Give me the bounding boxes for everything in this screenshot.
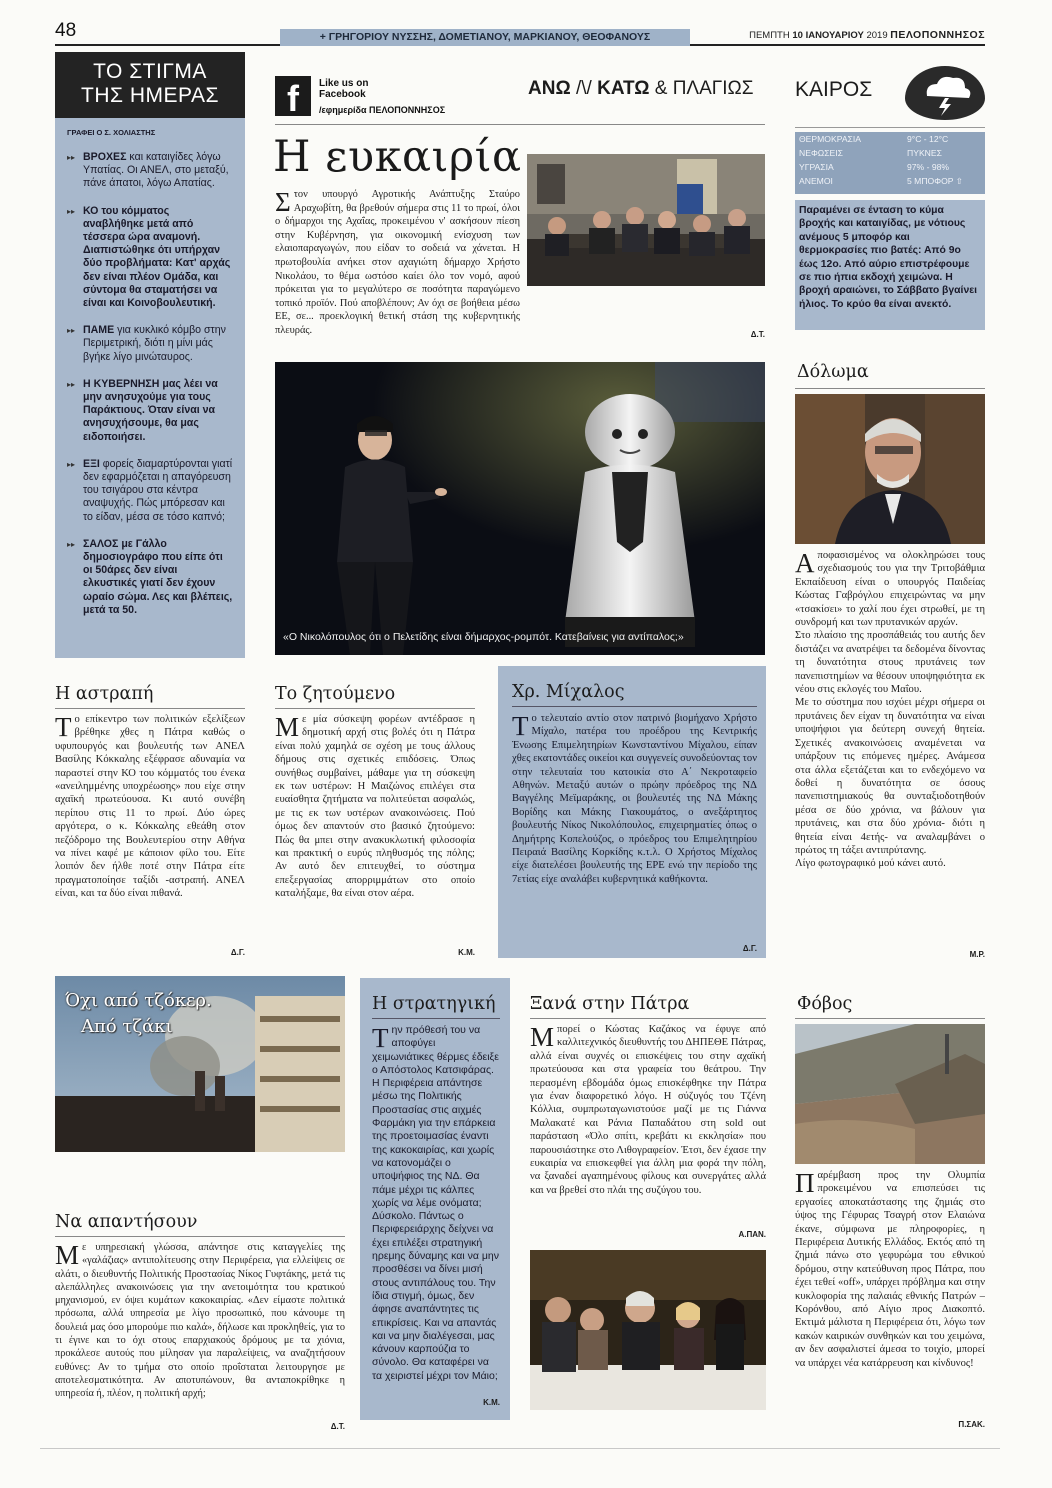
xana-text: Μπορεί ο Κώστας Καζάκος να έφυγε από καλλιτεχνικός διευθυντής του ΔΗΠΕΘΕ Πάτρας, αλλά είναι συχνές οι επισκέψεις του στην αχαϊκή πρωτεύουσα και στα γραφεία του θεάτρου. Την περασμένη εβδομάδα όμως επισκέφθηκε την Πάτρα για έναν διαφορετικό λόγο. Η σύζυγός του Τζένη Κόλλια, συμπρωταγωνιστούσε μαζί με τις Γιάννα Μαλακατέ και Ράνια Παπαδάτου στη sold out παράσταση «Όλο σπίτι, κρεβάτι κι εκκλησία» που παρουσιάστηκε στο Λιθογραφείον. Έτσι, δεν έχασε την ευκαιρία να επισκεφθεί για άλλη μια φορά την πόλη, να ξαναδεί αγαπημένους φίλους και συνεργάτες αλλά και να βρεθεί στο πλάι της συζύγου του.	[530, 1023, 766, 1196]
michalos-title: Χρ. Μίχαλος	[512, 682, 625, 702]
page-header	[55, 20, 985, 46]
robot-image	[275, 362, 765, 655]
theater-group-photo	[530, 1250, 766, 1410]
zitoumeno-text: Με μία σύσκεψη φορέων αντέδρασε η δημοτική αρχή στις βολές ότι η Πάτρα είναι πολύ χαμηλά σε σχέση με τους άλλους δήμους στις σχετικές επιδόσεις. Όπως συνήθως συμβαίνει, μάθαμε για τη σύσκεψη εκ των υστέρων: Η Μαιζώνος επιλέγει στα ευαίσθητα ζητήματα να πολιτεύεται ασφαλώς, με τις εκ των υστέρων ανακοινώσεις. Πού όμως δεν απαντούν στο βασικό ζητούμενο: Πώς θα μπει στην ανακυκλωτική φιλοσοφία και πρακτική ο ευρύς πληθυσμός της πόλης; Αν αυτό δεν επιτευχθεί, το σύστημα επεξεργασίας απορριμμάτων στο οποίο καταλήξαμε, θα είναι στον αέρα.	[275, 713, 475, 900]
bridge-image	[795, 1024, 985, 1164]
michalos-rule	[512, 706, 757, 707]
na-apantisoun-signature: Δ.Τ.	[330, 1422, 345, 1431]
storm-cloud-icon	[905, 66, 985, 120]
xana-title: Ξανά στην Πάτρα	[530, 994, 690, 1014]
michalos-box	[498, 666, 766, 958]
stigma-list	[67, 151, 233, 617]
weather-row-value: ΠΥΚΝΕΣ	[907, 148, 942, 158]
eukairia-title: Η ευκαιρία	[273, 132, 522, 182]
astrapi-signature: Δ.Γ.	[230, 948, 245, 957]
weather-row-value: 97% - 98%	[907, 162, 950, 172]
stigma-column	[55, 52, 245, 657]
facebook-icon: f	[275, 76, 311, 116]
arrows-icon: /\/	[575, 78, 592, 99]
stratigiki-text: Την πρόθεσή του να αποφύγει χειμωνιάτικες θέρμες έδειξε ο Απόστολος Κατσιφάρας. Η Περιφέρεια απάντησε μέσω της Πολιτικής Προστασίας στις αιχμές Φαρμάκη για την επάρκεια της προετοιμασίας έναντι της κακοκαιρίας, και χωρίς να κατονομάζει ο υποψήφιος της ΝΔ. Θα πάμε μέχρι τις κάλπες χωρίς να λέμε ονόματα; Δύσκολο. Πάντως ο Περιφερειάρχης δείχνει να έχει επιλέξει στρατηγική ηρεμης δύναμης και να μην προσθέσει να δίνει μισή στους αντιπάλους του. Την ίδια στιγμή, όμως, δεν άφησε αναπάντητες τις επικρίσεις. Και να απαντάς και να μην διαλέγεσαι, μας κάνουν καρπούζια το σύνολο. Θα καταφέρει να τα χειριστεί μέχρι τον Μάιο;	[372, 1024, 499, 1382]
fovos-text: Παρέμβαση προς την Ολυμπία προκειμένου να επισπεύσει τις εργασίες αποκατάστασης της ζημιάς στο ύψος της Γέφυρας Τσαγρή στον Ελαιώνα έκανε, σύμφωνα με πληροφορίες, η Περιφέρεια Δυτικής Ελλάδος. Εκτός από τη ζημιά πάνω στο γεφυρώμα του εθνικού δρόμου, στην κατεύθυνση προς Πάτρα, που έχει τεθεί «off», υπάρχει πρόβλημα και στην κυκλοφορία της παλαιάς εθνικής Πατρών – Κορόνθου, από Αίγιο προς Διακοπτό. Εκτιμά μάλιστα η Περιφέρεια ότι, λόγω των κακών καιρικών συνθηκών και του χειμώνα, αν δεν ασφαλιστεί άμεσα το τοιχίο, μπορεί να υπάρχει νέα κατάρρευση και κίνδυνος!	[795, 1169, 985, 1369]
zitoumeno-rule	[275, 708, 475, 709]
stigma-item: ▸▸ ΕΞΙ φορείς διαμαρτύρονται γιατί δεν εφαρμόζεται η απαγόρευση του τσιγάρου στα κέντρα αναψυχής. Πώς μπόρεσαν και το είδαν, μέσα σε τόσο καπνό;	[67, 458, 233, 524]
weather-row-value: 9°C - 12°C	[907, 134, 949, 144]
weather-row-value: 5 ΜΠΟΦΟΡ ⇧	[907, 176, 963, 186]
kato-label: ΚΑΤΩ	[597, 78, 650, 99]
section-divider	[275, 124, 765, 125]
fovos-rule	[795, 1018, 985, 1019]
stigma-item: ▸▸ ΒΡΟΧΕΣ και καταιγίδες λόγω Υπατίας. Οι ΑΝΕΛ, στο μεταξύ, πάνε άπατοι, λόγω Απατίας.	[67, 151, 233, 191]
weather-row-label: ΘΕΡΜΟΚΡΑΣΙΑ	[799, 134, 861, 144]
facebook-label: Facebook	[319, 89, 366, 100]
xana-signature: Α.ΠΑΝ.	[738, 1230, 766, 1239]
fovos-title: Φόβος	[797, 994, 853, 1014]
doloma-text-4: Λίγο φωτογραφικό μού κάνει αυτό.	[795, 858, 946, 870]
doloma-title-rule	[795, 388, 985, 389]
date-year: 2019	[866, 30, 888, 41]
eukairia-signature: Δ.Τ.	[750, 330, 765, 339]
robot-caption: «Ο Νικολόπουλος ότι ο Πελετίδης είναι δήμαρχος-ρομπότ. Κατεβαίνεις για αντίπαλος;»	[283, 631, 684, 643]
facebook-promo[interactable]	[275, 74, 475, 120]
weather-row-label: ΑΝΕΜΟΙ	[799, 176, 833, 186]
doloma-text: Αποφασισμένος να ολοκληρώσει τους σχεδιασμούς του για την Τριτοβάθμια Εκπαίδευση είναι ο υπουργός Παιδείας Κώστας Γαβρόγλου επιχειρώντας να μην «τσακίσει» το χαλί που έχει στρωθεί, με τη συνδρομή και των πρυτανικών αρχών.	[795, 548, 985, 629]
weather-row-label: ΝΕΦΩΣΕΙΣ	[799, 148, 843, 158]
facebook-page: /εφημερίδα ΠΕΛΟΠΟΝΝΗΣΟΣ	[319, 105, 446, 115]
weather-box	[795, 66, 985, 346]
tzakia-overlay-1: Όχι από τζόκερ.	[65, 990, 212, 1011]
stigma-item: ▸▸ ΚΟ του κόμματος αναβλήθηκε μετά από τέσσερα ώρα αναμονή. Διαπιστώθηκε ότι υπήρχαν δύο προβλήματα: Κατ' αρχάς δεν είναι πλέον Ομάδα, και σύντομα θα σταματήσει να είναι και Κοινοβουλευτική.	[67, 205, 233, 311]
weather-title: ΚΑΙΡΟΣ	[795, 78, 873, 101]
date-bold: 10 ΙΑΝΟΥΑΡΙΟΥ	[792, 30, 864, 41]
stratigiki-title: Η στρατηγική	[372, 994, 496, 1014]
facebook-like: Like us on	[319, 78, 369, 89]
meeting-image	[527, 154, 765, 286]
robot-photo	[275, 362, 765, 655]
stigma-title-box	[55, 52, 245, 118]
weather-table	[795, 132, 985, 194]
doloma-signature: Μ.Ρ.	[969, 950, 985, 959]
date-prefix: ΠΕΜΠΤΗ	[749, 30, 790, 41]
chimney-smoke-photo	[55, 976, 345, 1152]
michalos-signature: Δ.Γ.	[742, 944, 757, 953]
michalos-text: Το τελευταίο αντίο στον πατρινό βιομήχανο Χρήστο Μίχαλο, πατέρα του προέδρου της Κεντρικής Ένωσης Επιμελητηρίων Κωνσταντίνου Μίχαλου, είπαν χθες εκατοντάδες οικείοι και συγγενείς συνοδεύοντας τον στην τελευταία του κατοικία στο Α΄ Νεκροταφείο Αθηνών. Μεταξύ αυτών ο πρώην πρόεδρος της ΝΔ Βαγγέλης Μεϊμαράκης, οι βουλευτές της ΝΔ Μάκης Βορίδης και Μάκης Γιακουμάτος, ο ανεξάρτητος βουλευτής Νίκος Νικολόπουλος, επιχειρηματίες όπως ο Δημήτρης Κοπελούζος, ο πρόεδρος του Επιμελητηρίου Πειραιά Βασίλης Κορκίδης κ.τ.λ. Ο Χρήστος Μίχαλος είχε διατελέσει βουλευτής της ΕΡΕ ενώ την περίοδο της 7ετίας είχε αναλάβει κυβερνητικά καθήκοντα.	[512, 712, 757, 885]
stigma-byline: ΓΡΑΦΕΙ Ο Σ. ΧΟΛΙΑΣΤΗΣ	[67, 128, 156, 137]
nameday-banner: + ΓΡΗΓΟΡΙΟΥ ΝΥΣΣΗΣ, ΔΟΜΕΤΙΑΝΟΥ, ΜΑΡΚΙΑΝΟΥ, ΘΕΟΦΑΝΟΥΣ	[280, 29, 690, 46]
page-number: 48	[55, 20, 77, 41]
weather-header	[795, 66, 985, 128]
page-bottom-rule	[40, 1448, 1000, 1449]
stigma-item: ▸▸ ΠΑΜΕ για κυκλικό κόμβο στην Περιμετρική, διότι η μίνι μάς βγήκε λίγο μινώταυρος.	[67, 324, 233, 364]
stratigiki-box	[360, 978, 510, 1420]
ano-kato-heading	[528, 78, 753, 100]
na-apantisoun-rule	[55, 1236, 345, 1237]
stratigiki-rule	[372, 1018, 500, 1019]
zitoumeno-title: Το ζητούμενο	[275, 684, 396, 704]
doloma-title: Δόλωμα	[797, 362, 869, 382]
minister-portrait-photo	[795, 394, 985, 544]
astrapi-text: Το επίκεντρο των πολιτικών εξελίξεων βρέθηκε χθες η Πάτρα καθώς ο υφυπουργός και βουλευτής των ΑΝΕΛ Βασίλης Κόκκαλης εξέφρασε αδυναμία να παραστεί στην ΚΟ του κόμματός του ένεκα «ανειλημμένης υποχρέωσης» που είχε στην αχαϊκή πρωτεύουσα. Κι αυτό συνέβη περίπου στις 11 το πρωί. Δύο ώρες αργότερα, ο κ. Κόκκαλης εθεάθη στον πεζόδρομο της Βουλευτερίου στην Αθήνα να πίνει καφέ με κάποιον φίλο του. Είτε λοιπόν δεν ήλθε ποτέ στην Πάτρα είτε πραγματοποίησε ταξίδι -αστραπή. ΑΝΕΛ είναι, και τα δύο είναι πιθανά.	[55, 713, 245, 900]
na-apantisoun-text: Με υπηρεσιακή γλώσσα, απάντησε στις καταγγελίες της «γαλάζιας» αντιπολίτευσης στην Περιφέρεια, για ελλείψεις σε αλάτι, ο διευθυντής Πολιτικής Προστασίας Νίκος Γυφτάκης, μετά τις αλεπάλληλες ανακοινώσεις για την ανετοιμότητα του κρατικού μηχανισμού, εν όψει κυμάτων κακοκαιρίας. «Δεν είμαστε πολιτικά πρόσωπα, αλλά υπηρεσία με λίγο προσωπικό, που κάνουμε τη δουλειά μας όσο μπορούμε πιο καλά», δήλωσε και προκληθείς, για το τι έγινε και το όχι στους επαρχιακούς δρόμους με τα χιόνια, προκάλεσε αυτούς που μίλησαν για παραλείψεις, να αναζητήσουν ευθύνες: Αν το τμήμα στο οποίο προΐσταται λειτουργησε με αποτελεσματικότητα. Αν αποτυπώνουν, θα ανταποκρίθηκε η υπηρεσία ή, πλέον, η πολιτική αρχή;	[55, 1241, 345, 1400]
ano-label: ΑΝΩ	[528, 78, 571, 99]
doloma-body	[795, 549, 985, 949]
plagios-label: & ΠΛΑΓΙΩΣ	[654, 78, 754, 99]
weather-text: Παραμένει σε ένταση το κύμα βροχής και καταιγίδας, με νότιους ανέμους 5 μποφόρ και θερμοκρασίες πιο βατές: Από 9ο έως 12ο. Από αύριο επιστρέφουμε σε πιο ήπια εκδοχή χειμώνα. Η βροχή αραιώνει, το Σάββατο βγαίνει ήλιος. Το κρύο θα είναι ανεκτό.	[795, 200, 985, 330]
stigma-title-line2: ΤΗΣ ΗΜΕΡΑΣ	[81, 84, 219, 107]
eukairia-text: Στον υπουργό Αγροτικής Ανάπτυξης Σταύρο Αραχωβίτη, θα βρεθούν σήμερα στις 11 το πρωί, όλοι ο δήμαρχοι της Αχαΐας, προκειμένου ν' ασκήσουν πίεση στην Κυβέρνηση, για οικονομική ενίσχυση των ελαιοπαραγωγών, που είδαν το σοδειά να χάνεται. Η πρωτοβουλία ανήκει στον αχαγιώτη δήμαρχο Χρήστο Νικολάου, το θέμα ωστόσο καίει όλο τον νομό, αφού πρόκειται για το μεγαλύτερο σε ποσότητα παραγώμενο τοπικό προϊόν. Πού αποβλέπουν; Αν όχι σε βοήθεια μέσω ΕΕ, σε... προεκλογική θετική στάση της κυβερνητικής πλευράς.	[275, 188, 520, 336]
stigma-body	[55, 118, 245, 658]
tzakia-overlay-2: Από τζάκι	[81, 1016, 173, 1037]
paper-name: ΠΕΛΟΠΟΝΝΗΣΟΣ	[890, 29, 985, 41]
stratigiki-signature: Κ.Μ.	[483, 1398, 500, 1407]
stigma-item: ▸▸ ΣΑΛΟΣ με Γάλλο δημοσιογράφο που είπε ότι οι 50άρες δεν είναι ελκυστικές γιατί δεν έχουν ωραίο σώμα. Λες και βλέπεις, μετά τα 50.	[67, 538, 233, 617]
doloma-text-2: Στο πλαίσιο της προσπάθειάς του αυτής δεν διστάζει να ανατρέψει τα δεδομένα δίνοντας τη δυνατότητα στους πρυτάνεις των πανεπιστημίων να θέσουν υποψηφιότητα εκ νέου στις εκλογές του Μαΐου.	[795, 630, 985, 696]
doloma-text-3: Με το σύστημα που ισχύει μέχρι σήμερα οι πρυτάνεις δεν είχαν τη δυνατότητα να είναι υποψήφιοι για δεύτερη συνεχή θητεία. Σχετικές ανακοινώσεις αναμένεται να υπάρξουν τις επόμενες ημέρες. Ανάμεσα στα άλλα εξετάζεται και το ενδεχόμενο να δοθεί η δυνατότητα σε όσους πανεπιστημιακούς θα συνταξιοδοτηθούν μέσα σε δύο χρόνια, να βάλουν για πρυτάνεις, και στα δύο χρόνια- διότι η θητεία είναι 4ετής- να αναλαμβάνει ο πρώτος τη τάξει αντιπρύτανης.	[795, 697, 985, 856]
bridge-damage-photo	[795, 1024, 985, 1164]
xana-rule	[530, 1018, 766, 1019]
zitoumeno-signature: Κ.Μ.	[458, 948, 475, 957]
astrapi-rule	[55, 708, 245, 709]
stigma-title-line1: ΤΟ ΣΤΙΓΜΑ	[93, 60, 207, 83]
header-date	[749, 29, 985, 41]
na-apantisoun-title: Να απαντήσουν	[55, 1212, 198, 1232]
portrait-image	[795, 394, 985, 544]
ministers-meeting-photo	[527, 154, 765, 286]
fovos-signature: Π.ΣΑΚ.	[958, 1420, 985, 1429]
astrapi-title: Η αστραπή	[55, 684, 154, 704]
stigma-item: ▸▸ Η ΚΥΒΕΡΝΗΣΗ μας λέει να μην ανησυχούμε για τους Παράκτιους. Όταν είναι να ανησυχήσουμε, θα μας ειδοποιήσει.	[67, 378, 233, 444]
group-image	[530, 1250, 766, 1410]
weather-row-label: ΥΓΡΑΣΙΑ	[799, 162, 834, 172]
